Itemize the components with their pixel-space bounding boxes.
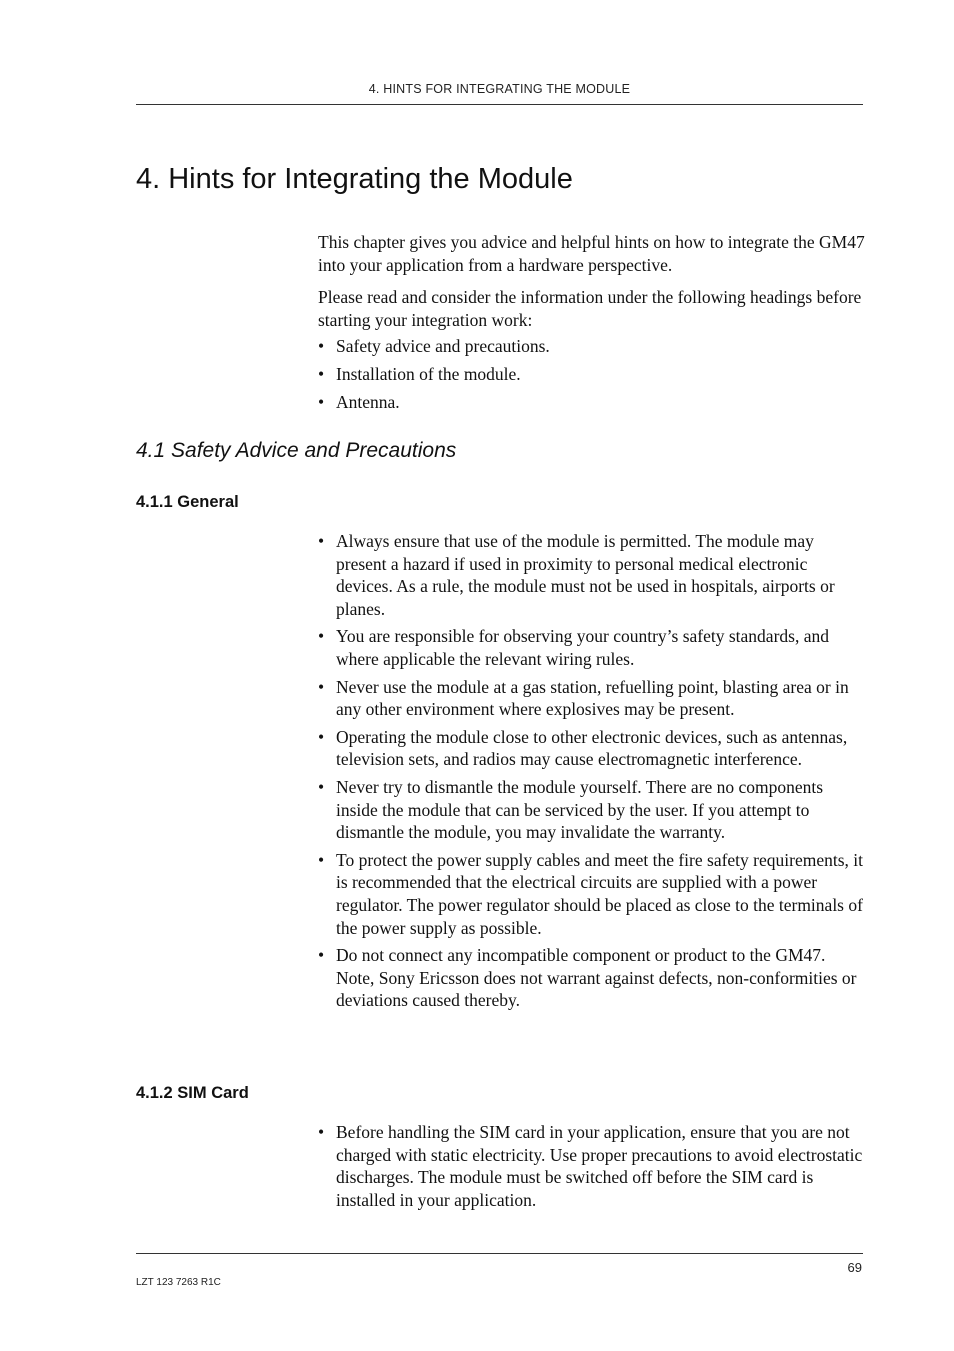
document-id: LZT 123 7263 R1C (136, 1277, 221, 1288)
page-number: 69 (847, 1260, 862, 1275)
running-header: 4. HINTS FOR INTEGRATING THE MODULE (368, 82, 631, 96)
section-title: 4.1 Safety Advice and Precautions (136, 439, 457, 462)
list-item: • Operating the module close to other electronic devices, such as antennas, television sets, and radios may cause electromagnetic interference. (318, 726, 866, 771)
header-divider (136, 104, 863, 105)
subsection-title-general: 4.1.1 General (136, 493, 239, 511)
list-item: • You are responsible for observing your country’s safety standards, and where applicable the relevant wiring rules. (318, 625, 866, 670)
topic-list (318, 335, 866, 413)
intro-paragraph: This chapter gives you advice and helpful hints on how to integrate the GM47 into your application from a hardware perspective. (318, 232, 865, 275)
list-item: • Never use the module at a gas station, refuelling point, blasting area or in any other environment where explosives may be present. (318, 676, 866, 721)
list-item: • Antenna. (318, 391, 866, 414)
list-item: • Installation of the module. (318, 363, 866, 386)
general-list-block (318, 530, 866, 1017)
sim-list (318, 1121, 866, 1211)
general-list (318, 530, 866, 1012)
list-item: • Never try to dismantle the module yourself. There are no components inside the module that can be serviced by the user. If you attempt to dismantle the module, you may invalidate the warranty. (318, 776, 866, 844)
list-item: • Always ensure that use of the module is permitted. The module may present a hazard if used in proximity to personal medical electronic devices. As a rule, the module must not be used in hospitals, airports or planes. (318, 530, 866, 620)
list-item: • Safety advice and precautions. (318, 335, 866, 358)
footer-divider (136, 1253, 863, 1254)
list-item: • Do not connect any incompatible component or product to the GM47. Note, Sony Ericsson does not warrant against defects, non-conformities or deviations caused thereby. (318, 944, 866, 1012)
list-item: • To protect the power supply cables and meet the fire safety requirements, it is recommended that the electrical circuits are supplied with a power regulator. The power regulator should be placed as close to the terminals of the power supply as possible. (318, 849, 866, 939)
list-item: • Before handling the SIM card in your application, ensure that you are not charged with static electricity. Use proper precautions to avoid electrostatic discharges. The module must be switched off before the SIM card is installed in your application. (318, 1121, 866, 1211)
subsection-title-sim-card: 4.1.2 SIM Card (136, 1084, 249, 1102)
chapter-title: 4. Hints for Integrating the Module (136, 163, 573, 195)
chapter-intro (318, 231, 866, 418)
intro-paragraph: Please read and consider the information under the following headings before starting your integration work: (318, 287, 862, 330)
sim-list-block (318, 1121, 866, 1216)
